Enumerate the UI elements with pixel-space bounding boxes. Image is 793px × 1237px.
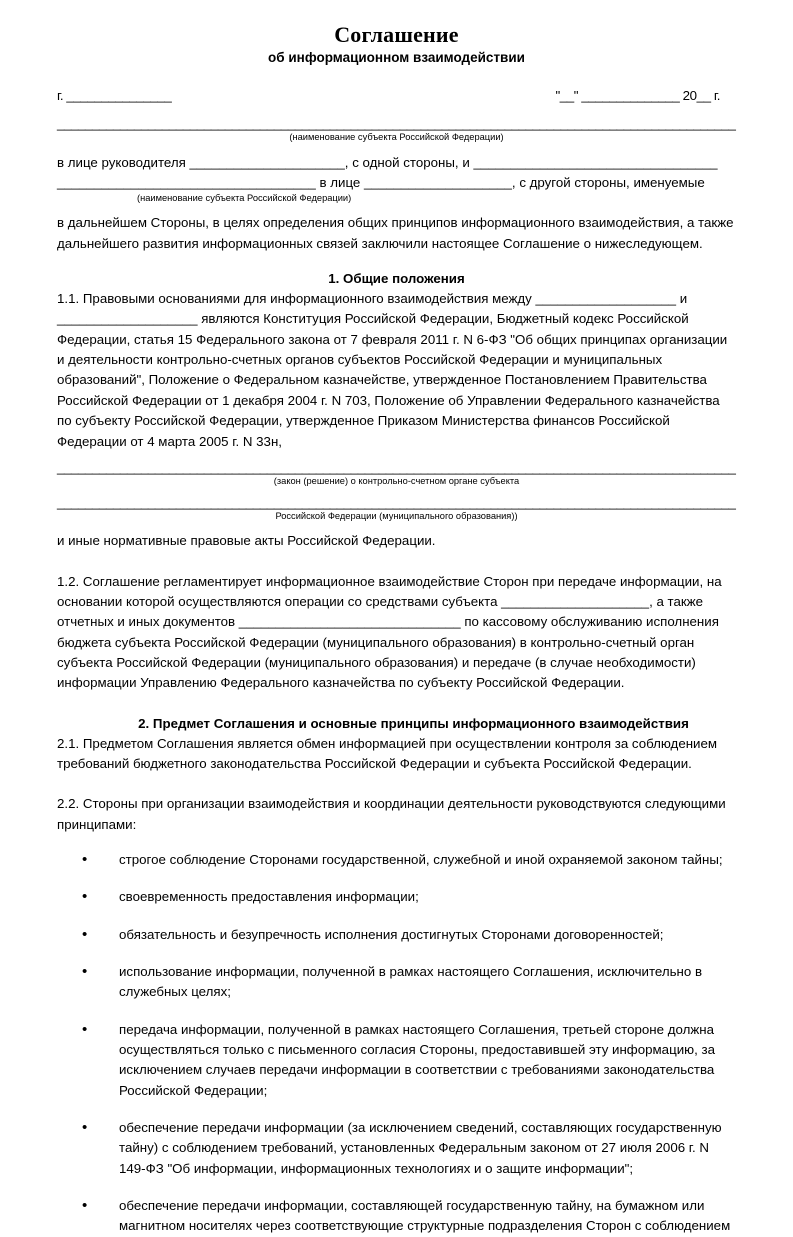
spacer xyxy=(57,254,736,269)
bullet-icon: • xyxy=(82,850,88,868)
date-row xyxy=(57,88,736,103)
date-blank: "__" ______________ 20__ г. xyxy=(555,88,720,104)
preamble-line-1: в лице руководителя _____________________, с одной стороны, и _________________________________ xyxy=(57,154,718,170)
bullet-icon: • xyxy=(82,1020,88,1038)
caption-subject-name-2: (наименование субъекта Российской Федерации) xyxy=(137,193,352,204)
list-item-text: строгое соблюдение Сторонами государственной, служебной и иной охраняемой законом тайны; xyxy=(119,851,723,867)
spacer xyxy=(57,774,736,794)
list-item-text: использование информации, полученной в рамках настоящего Соглашения, исключительно в служебных целях; xyxy=(119,963,703,1000)
caption-law-decision: (закон (решение) о контрольно-счетном органе субъекта xyxy=(273,475,520,486)
clause-2-2: 2.2. Стороны при организации взаимодействия и координации деятельности руководствуются следующими принципами: xyxy=(57,796,726,832)
blank-rule-rf-municipal: _________________________________________________________________________________________________ xyxy=(57,495,736,511)
list-item xyxy=(57,925,736,945)
list-item-text: обязательность и безупречность исполнения достигнутых Сторонами договоренностей; xyxy=(119,926,664,942)
clause-2-1: 2.1. Предметом Соглашения является обмен информацией при осуществлении контроля за соблюдением требований бюджетного законодательства Российской Федерации и субъекта Российской Федерации. xyxy=(57,735,718,771)
blank-rule-law-decision: _________________________________________________________________________________________________ xyxy=(57,459,736,475)
bullet-icon: • xyxy=(82,1197,88,1215)
list-item-text: обеспечение передачи информации, составляющей государственную тайну, на бумажном или магнитном носителях через соответствующие структурные подразделения Сторон с соблюдением xyxy=(119,1198,731,1234)
list-item xyxy=(57,887,736,907)
list-item-text: передача информации, полученной в рамках настоящего Соглашения, третьей стороне должна осуществляться только с письменного согласия Стороны, предоставившей эту информацию, за исключением случаев передачи информации в соответствии с требованиями законодательства Российской Федерации; xyxy=(119,1021,715,1098)
clause-1-2: 1.2. Соглашение регламентирует информационное взаимодействие Сторон при передаче информации, на основании которой осуществляются операции со средствами субъекта ____________________, а также отчетных и иных документов ______________________________ по кассовому обслуживанию исполнения бюджета субъекта Российской Федерации (муниципального образования) в контрольно-счетный орган субъекта Российской Федерации (муниципального образования) и передаче (в случае необходимости) информации Управлению Федерального казначейства по субъекту Российской Федерации. xyxy=(57,573,722,691)
section-heading-2: 2. Предмет Соглашения и основные принципы информационного взаимодействия xyxy=(138,715,689,731)
list-item-text: своевременность предоставления информации; xyxy=(119,889,419,905)
list-item-text: обеспечение передачи информации (за исключением сведений, составляющих государственную тайну) с соблюдением требований, установленных Федеральным законом от 27 июля 2006 г. N 149-ФЗ "Об информации, информационных технологиях и о защите информации"; xyxy=(119,1119,722,1176)
blank-rule-subject-1: _________________________________________________________________________________________________ xyxy=(57,116,736,132)
spacer xyxy=(57,144,736,153)
list-item xyxy=(57,850,736,870)
preamble-paragraph: в дальнейшем Стороны, в целях определения общих принципов информационного взаимодействия, а также дальнейшего развития информационных связей заключили настоящее Соглашение о нижеследующем. xyxy=(57,215,734,251)
bullet-icon: • xyxy=(82,925,88,943)
section-heading-1: 1. Общие положения xyxy=(328,271,465,287)
bullet-icon: • xyxy=(82,1118,88,1136)
caption-rf-municipal: Российской Федерации (муниципального образования)) xyxy=(275,511,518,522)
list-item xyxy=(57,1196,736,1237)
caption-subject-name-1: (наименование субъекта Российской Федерации) xyxy=(289,132,504,143)
preamble-line-2: ___________________________________ в лице ____________________, с другой стороны, именуемые xyxy=(57,174,705,190)
spacer xyxy=(57,694,736,714)
bullet-icon: • xyxy=(82,962,88,980)
spacer xyxy=(57,835,736,850)
list-item xyxy=(57,962,736,1003)
spacer xyxy=(57,522,736,531)
page-title: Соглашение xyxy=(334,22,459,47)
principles-list xyxy=(57,850,736,1237)
bullet-icon: • xyxy=(82,888,88,906)
spacer xyxy=(57,552,736,572)
spacer xyxy=(57,204,736,213)
city-blank: г. _______________ xyxy=(57,88,172,104)
clause-1-1: 1.1. Правовыми основаниями для информационного взаимодействия между ___________________ и ___________________ являются Конституция Российской Федерации, Бюджетный кодекс Российской Федерации, статья 15 Федерального закона от 7 февраля 2011 г. N 6-ФЗ "Об общих принципах организации и деятельности контрольно-счетных органов субъектов Российской Федерации и муниципальных образований", Положение о Федеральном казначействе, утвержденное Постановлением Правительства Российской Федерации от 1 декабря 2004 г. N 703, Положение об Управлении Федерального казначейства по субъекту Российской Федерации, утвержденное Приказом Министерства финансов Российской Федерации от 4 марта 2005 г. N 33н, xyxy=(57,291,728,449)
list-item xyxy=(57,1118,736,1179)
clause-1-1-tail: и иные нормативные правовые акты Российской Федерации. xyxy=(57,533,436,549)
page-subtitle: об информационном взаимодействии xyxy=(268,50,525,66)
list-item xyxy=(57,1020,736,1101)
